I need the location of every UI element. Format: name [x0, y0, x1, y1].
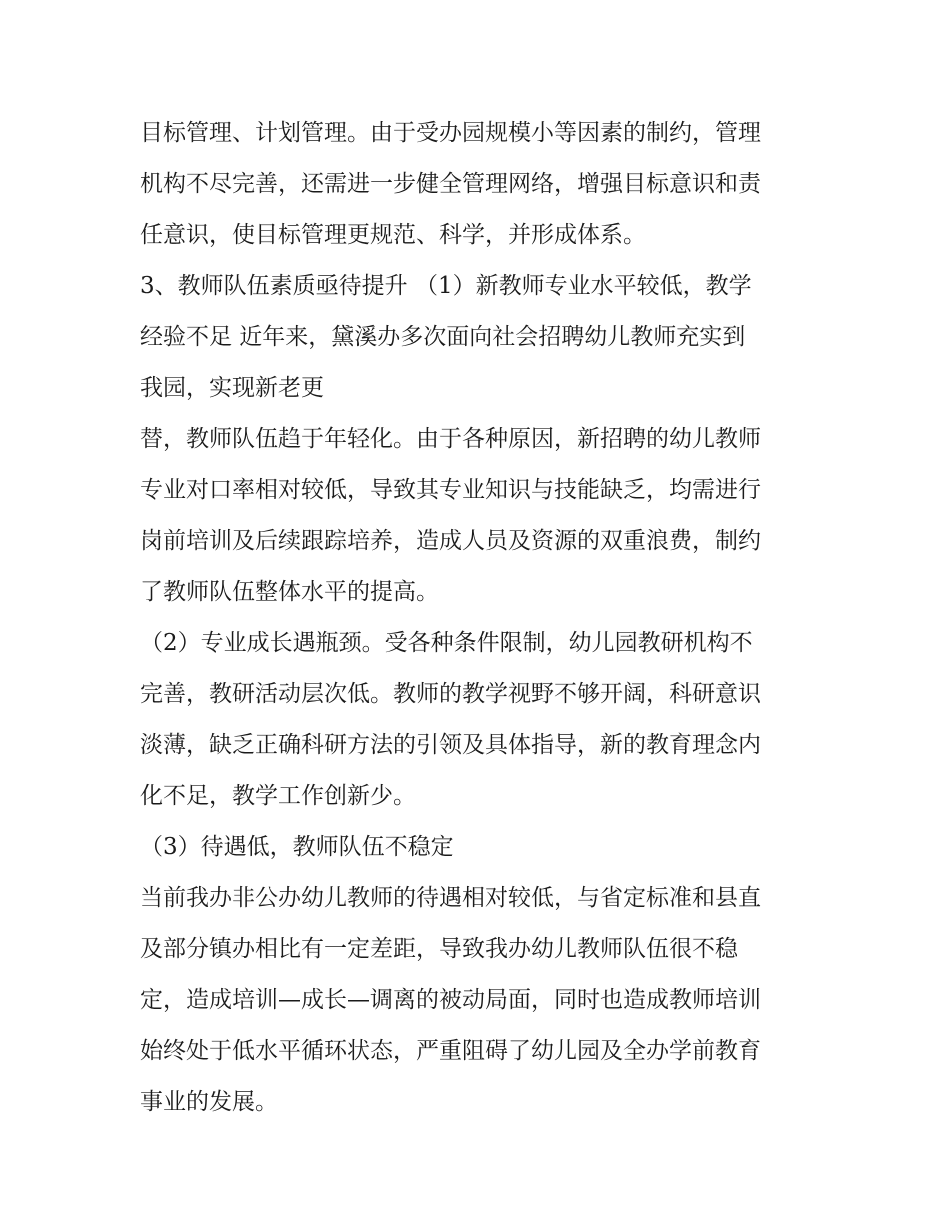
text-line: 任意识，使目标管理更规范、科学，并形成体系。 [140, 222, 646, 248]
text-line: 了教师队伍整体水平的提高。 [140, 579, 439, 605]
body-text [140, 108, 820, 1128]
text-line: 完善，教研活动层次低。教师的教学视野不够开阔，科研意识 [140, 681, 761, 707]
text-line: 我园，实现新老更 [140, 375, 324, 401]
text-line: 淡薄，缺乏正确科研方法的引领及具体指导，新的教育理念内 [140, 732, 761, 758]
text-line: 3、教师队伍素质亟待提升 （1）新教师专业水平较低，教学 [140, 273, 752, 299]
text-line: 目标管理、计划管理。由于受办园规模小等因素的制约，管理 [140, 120, 761, 146]
text-line: 岗前培训及后续跟踪培养，造成人员及资源的双重浪费，制约 [140, 528, 761, 554]
text-line: （2）专业成长遇瓶颈。受各种条件限制，幼儿园教研机构不 [140, 630, 753, 656]
text-line: 当前我办非公办幼儿教师的待遇相对较低，与省定标准和县直 [140, 885, 761, 911]
text-line: 事业的发展。 [140, 1089, 278, 1115]
text-line: 及部分镇办相比有一定差距，导致我办幼儿教师队伍很不稳 [140, 936, 738, 962]
text-line: （3）待遇低，教师队伍不稳定 [140, 834, 454, 860]
text-line: 替，教师队伍趋于年轻化。由于各种原因，新招聘的幼儿教师 [140, 426, 761, 452]
text-line: 定，造成培训—成长—调离的被动局面，同时也造成教师培训 [140, 987, 761, 1013]
text-line: 化不足，教学工作创新少。 [140, 783, 416, 809]
text-line: 始终处于低水平循环状态，严重阻碍了幼儿园及全办学前教育 [140, 1038, 761, 1064]
text-line: 专业对口率相对较低，导致其专业知识与技能缺乏，均需进行 [140, 477, 761, 503]
text-line: 机构不尽完善，还需进一步健全管理网络，增强目标意识和责 [140, 171, 761, 197]
text-line: 经验不足 近年来，黛溪办多次面向社会招聘幼儿教师充实到 [140, 324, 746, 350]
